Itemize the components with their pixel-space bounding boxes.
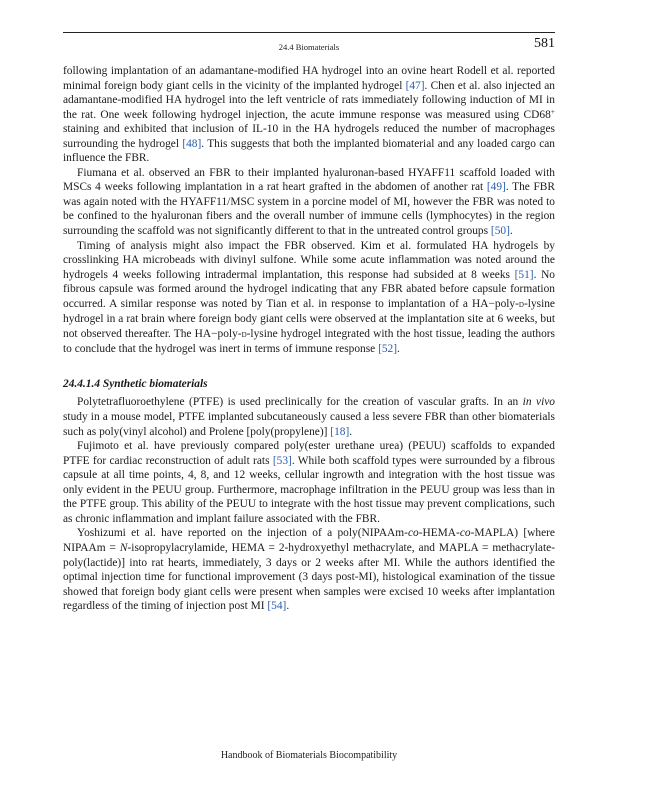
- paragraph: [63, 166, 555, 239]
- text-run: Polytetrafluoroethylene (PTFE) is used preclinically for the creation of vascular grafts. In an: [77, 396, 523, 409]
- text-run: staining and exhibited that inclusion of IL-10 in the HA hydrogels reduced the number of macrophages surrounding the hydrogel: [63, 123, 555, 150]
- text-run: following implantation of an adamantane-modified HA hydrogel into an ovine heart Rodell et al. reported minimal foreign body giant cells in the vicinity of the implanted hydrogel: [63, 65, 555, 92]
- text-run: -lysine hydrogel integrated with the host tissue, leading the authors to conclude that the hydrogel was inert in terms of immune response: [63, 327, 555, 356]
- citation-link[interactable]: [48]: [182, 137, 202, 150]
- page-footer: Handbook of Biomaterials Biocompatibility: [220, 750, 398, 761]
- text-run: Timing of analysis might also impact the FBR observed. Kim et al. formulated HA hydrogels by crosslinking HA microbeads with divinyl sulfone. While some acute inflammation was noted around the hydrogels 4 weeks following intradermal implantation, this response had subsided at 8 weeks: [63, 239, 555, 281]
- text-run: -HEMA-: [418, 527, 460, 540]
- text-run: -lysine hydrogel in a rat brain where foreign body giant cells were observed at the implantation site at 6 weeks, but not observed thereafter. The HA−poly-: [63, 297, 555, 340]
- header-rule: [63, 32, 555, 33]
- citation-link[interactable]: [18]: [330, 425, 350, 438]
- running-head: 24.4 Biomaterials: [278, 42, 340, 52]
- body-text: [63, 64, 555, 614]
- citation-link[interactable]: [52]: [378, 343, 398, 356]
- paragraph: [63, 239, 555, 357]
- citation-link[interactable]: [53]: [272, 454, 292, 467]
- citation-link[interactable]: [47]: [405, 79, 425, 92]
- text-run: .: [349, 425, 353, 438]
- citation-link[interactable]: [51]: [514, 268, 534, 281]
- text-run: . No fibrous capsule was formed around the hydrogel indicating that any FBR abated before capsule formation occurred. A similar response was noted by Tian et al. in response to implantation of a HA−poly-: [63, 268, 556, 310]
- text-run: . The FBR was again noted with the HYAFF11/MSC system in a porcine model of MI, however the FBR was noted to be confined to the hyaluronan fibers and the overall number of immune cells (lymphocytes) in the region surrounding the scaffold was not significantly different to that in the untreated control groups: [63, 181, 555, 238]
- text-run: .: [509, 225, 513, 238]
- paragraph: [63, 526, 555, 613]
- text-run: -MAPLA) [where NIPAAm =: [63, 527, 555, 554]
- small-caps-d: d: [518, 298, 524, 310]
- paragraph: [63, 64, 555, 166]
- citation-link[interactable]: [54]: [267, 600, 287, 613]
- italic-text: N: [119, 541, 128, 554]
- text-run: .: [397, 343, 400, 356]
- text-run: . While both scaffold types were surrounded by a fibrous capsule at all time points, 4, 8, and 12 weeks, cellular ingrowth and integration with the host tissue was only evident in the PEUU group. Furthermore, macrophage infiltration in the PEUU group was less than in the PTFE group. This ability of the PEUU to integrate with the host tissue may prevent complications, such as chronic inflammation and implant failure associated with the FBR.: [63, 454, 555, 525]
- text-run: Fiumana et al. observed an FBR to their implanted hyaluronan-based HYAFF11 scaffold loaded with MSCs 4 weeks following implantation in a rat heart grafted in the abdomen of another rat: [63, 166, 555, 194]
- italic-text: in vivo: [522, 396, 555, 409]
- italic-text: co: [459, 527, 471, 540]
- paragraph: [63, 395, 555, 439]
- superscript: +: [550, 106, 555, 116]
- text-run: -isopropylacrylamide, HEMA = 2-hydroxyethyl methacrylate, and MAPLA = methacrylate-poly(lactide)] into rat hearts, immediately, 3 days or 2 weeks after MI. While the authors identified the optimal injection time for functional improvement (3 days post-MI), histological examination of the tissue showed that foreign body giant cells were present when samples were excised 10 weeks after implantation regardless of the timing of injection post MI: [63, 541, 555, 613]
- section-heading: 24.4.1.4 Synthetic biomaterials: [63, 377, 208, 390]
- text-run: . Chen et al. also injected an adamantane-modified HA hydrogel into the left ventricle of rats immediately following induction of MI in the rat. One week following hydrogel injection, the acute immune response was measured using CD68: [63, 79, 556, 121]
- text-run: Yoshizumi et al. have reported on the injection of a poly(NIPAAm-: [77, 527, 408, 540]
- text-run: study in a mouse model, PTFE implanted subcutaneously caused a less severe FBR than other biomaterials such as poly(vinyl alcohol) and Prolene [poly(propylene)]: [63, 411, 555, 438]
- citation-link[interactable]: [49]: [486, 181, 506, 194]
- page-number: 581: [534, 36, 555, 51]
- small-caps-d: d: [241, 328, 247, 340]
- citation-link[interactable]: [50]: [490, 225, 510, 238]
- text-run: .: [286, 600, 290, 613]
- italic-text: co: [407, 527, 419, 540]
- text-run: Fujimoto et al. have previously compared poly(ester urethane urea) (PEUU) scaffolds to expanded PTFE for cardiac reconstruction of adult rats: [63, 440, 555, 467]
- text-run: . This suggests that both the implanted biomaterial and any loaded cargo can influence the FBR.: [63, 137, 555, 165]
- paragraph: [63, 439, 555, 526]
